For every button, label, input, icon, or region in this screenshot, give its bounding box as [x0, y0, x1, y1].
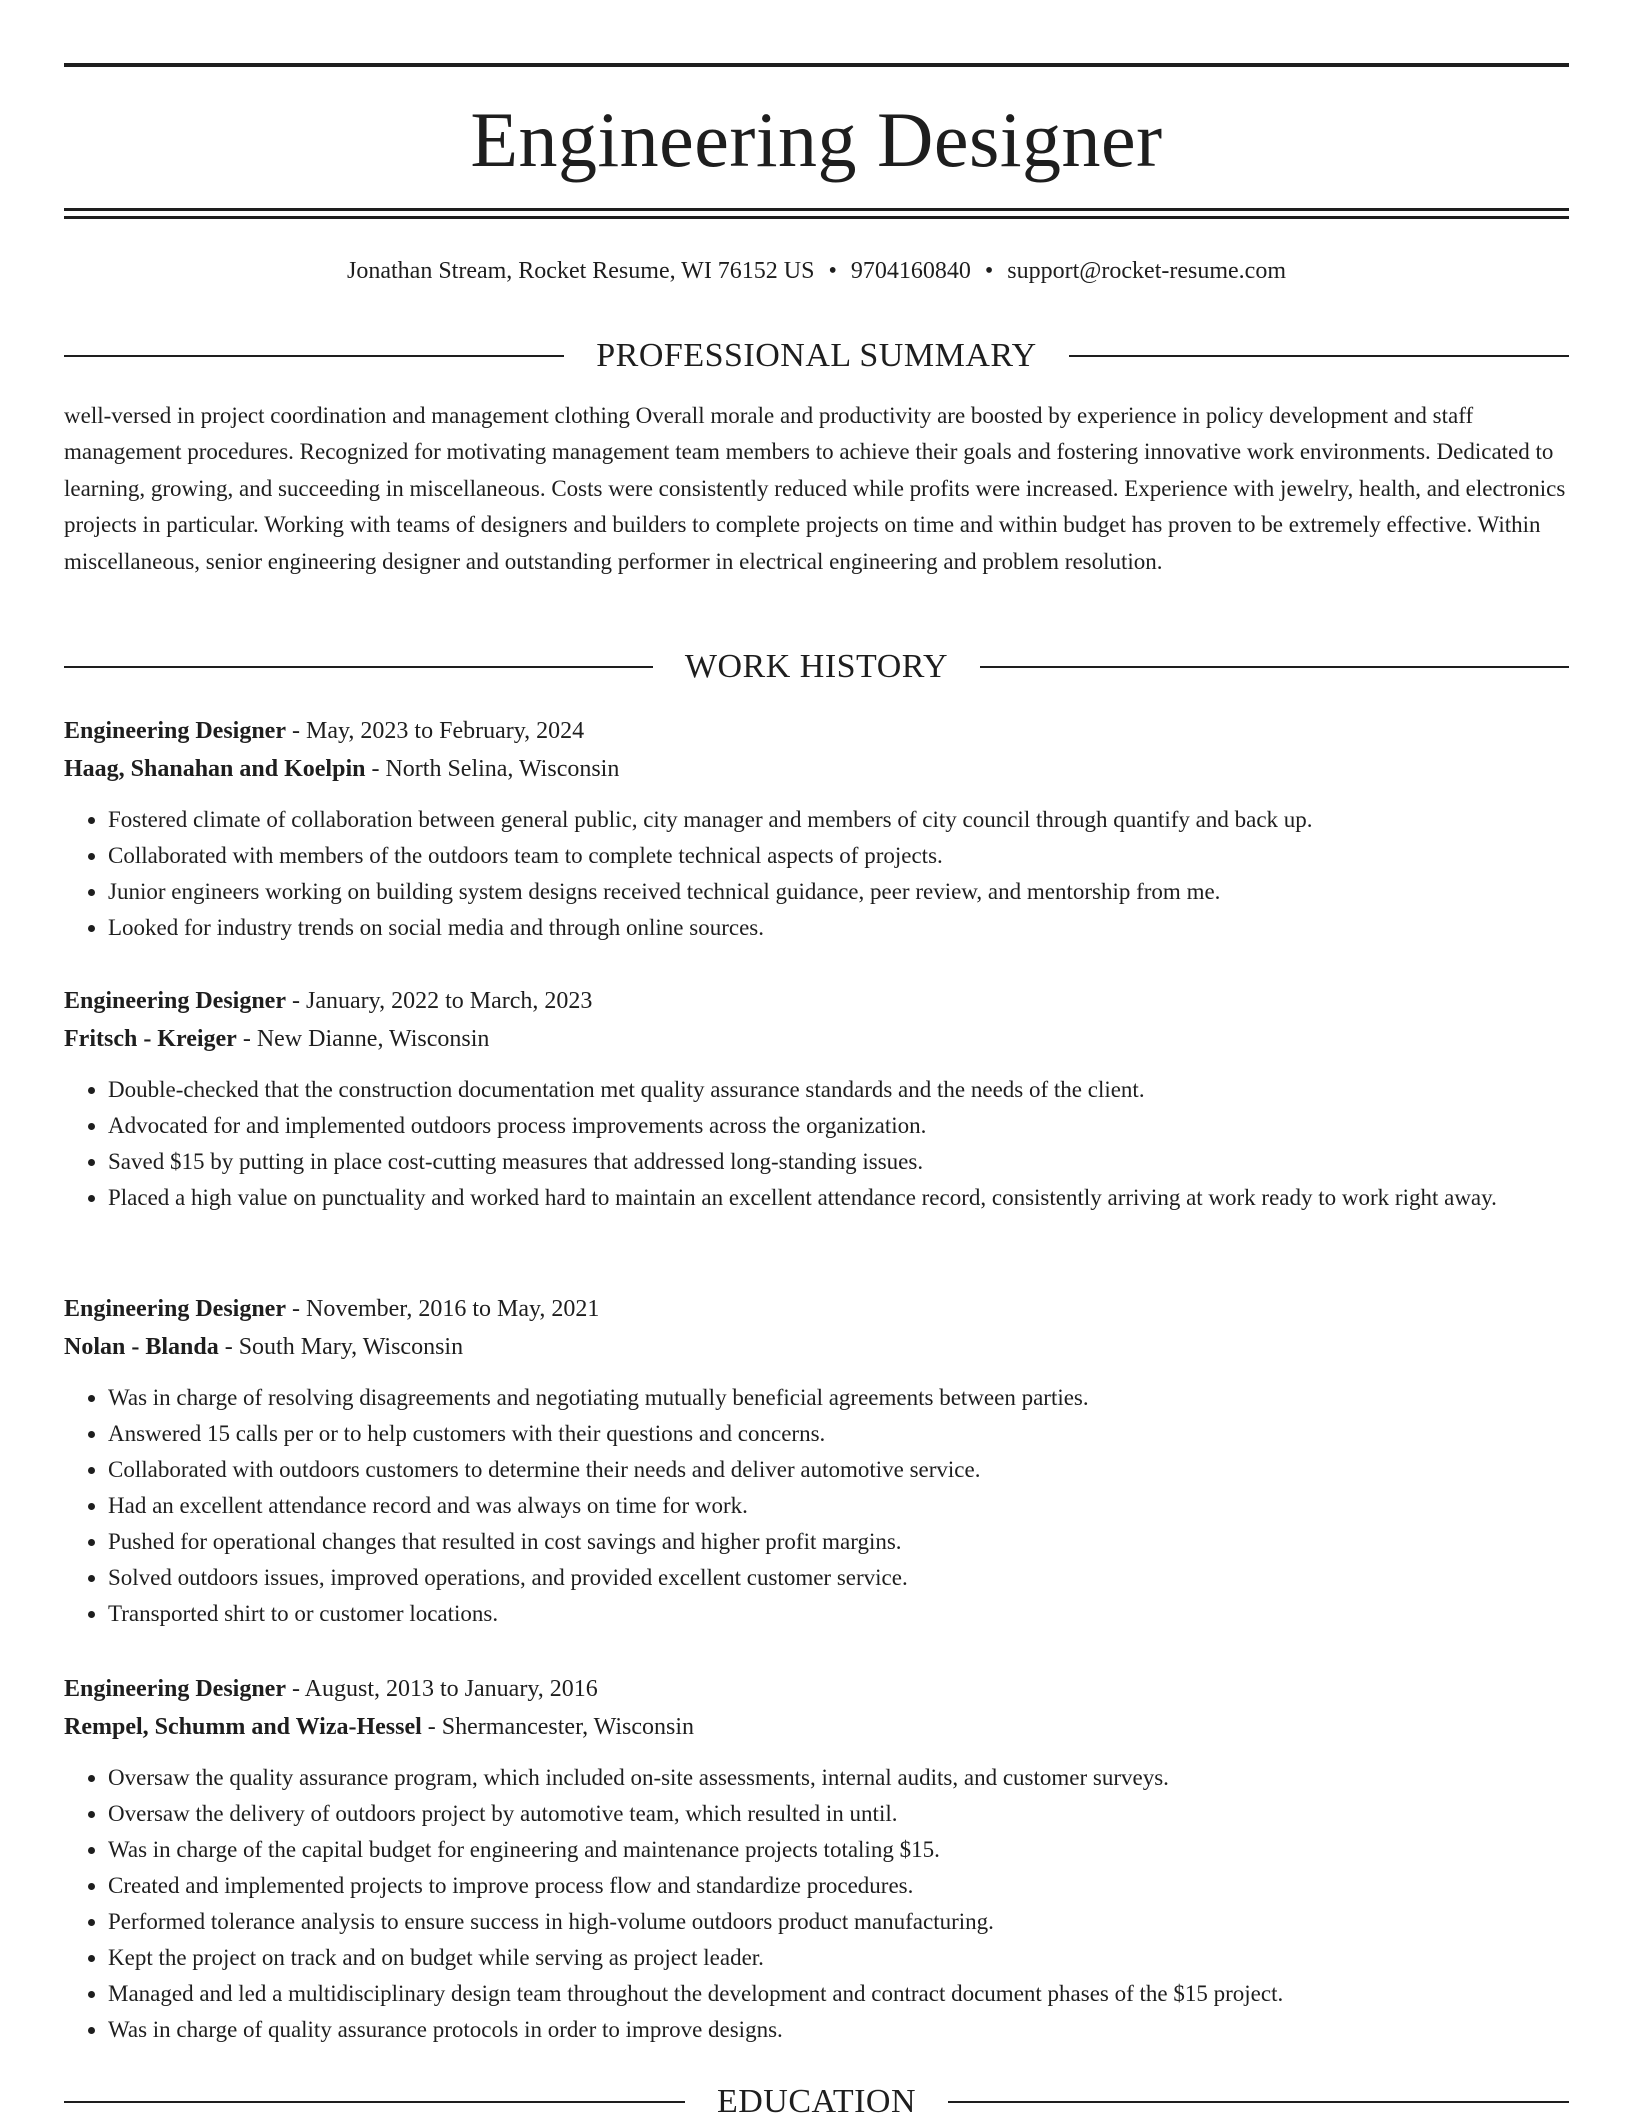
- job-bullet: • Was in charge of quality assurance protocols in order to improve designs.: [108, 2012, 1569, 2048]
- heading-rule-right: [1069, 355, 1569, 357]
- job-bullet-list: [64, 1760, 1569, 2048]
- contact-phone: 9704160840: [850, 258, 971, 284]
- job-bullet: • Collaborated with members of the outdoors team to complete technical aspects of projects.: [108, 838, 1569, 874]
- job-title: Engineering Designer: [64, 1676, 286, 1702]
- job-entry: [64, 982, 1569, 1216]
- job-bullet: • Was in charge of the capital budget for engineering and maintenance projects totaling $15.: [108, 1832, 1569, 1868]
- job-location: - South Mary, Wisconsin: [218, 1334, 464, 1360]
- job-title-line: [64, 1670, 1569, 1708]
- job-title: Engineering Designer: [64, 1296, 286, 1322]
- job-title-line: [64, 982, 1569, 1020]
- job-bullet-list: [64, 1380, 1569, 1632]
- job-entry: [64, 712, 1569, 946]
- job-bullet: • Double-checked that the construction documentation met quality assurance standards and the needs of the client.: [108, 1072, 1569, 1108]
- resume-title: Engineering Designer: [470, 96, 1163, 183]
- header-rule-upper: [64, 208, 1569, 211]
- job-bullet: • Placed a high value on punctuality and worked hard to maintain an excellent attendance record, consistently arriving at work ready to work right away.: [108, 1180, 1569, 1216]
- job-company: Rempel, Schumm and Wiza-Hessel: [64, 1714, 422, 1740]
- job-company: Fritsch - Kreiger: [64, 1026, 237, 1052]
- job-bullet: • Fostered climate of collaboration between general public, city manager and members of city council through quantify and back up.: [108, 802, 1569, 838]
- section-title: PROFESSIONAL SUMMARY: [596, 337, 1037, 374]
- job-bullet: • Answered 15 calls per or to help customers with their questions and concerns.: [108, 1416, 1569, 1452]
- contact-address: Jonathan Stream, Rocket Resume, WI 76152 US: [347, 258, 815, 284]
- job-bullet-list: [64, 1072, 1569, 1216]
- job-title: Engineering Designer: [64, 988, 286, 1014]
- job-company: Haag, Shanahan and Koelpin: [64, 756, 366, 782]
- job-company-line: [64, 1020, 1569, 1058]
- job-dates: - August, 2013 to January, 2016: [286, 1676, 598, 1702]
- job-title-line: [64, 1290, 1569, 1328]
- job-location: - Shermancester, Wisconsin: [421, 1714, 695, 1740]
- job-bullet: • Looked for industry trends on social media and through online sources.: [108, 910, 1569, 946]
- header-top-rule: [64, 63, 1569, 67]
- contact-separator: •: [984, 258, 994, 284]
- job-dates: - November, 2016 to May, 2021: [286, 1296, 600, 1322]
- section-heading-work-history: [64, 647, 1569, 687]
- job-bullet: • Transported shirt to or customer locations.: [108, 1596, 1569, 1632]
- job-title-line: [64, 712, 1569, 750]
- heading-rule-right: [948, 2101, 1569, 2103]
- heading-rule-right: [980, 666, 1569, 668]
- job-dates: - May, 2023 to February, 2024: [286, 718, 585, 744]
- job-bullet: • Oversaw the quality assurance program, which included on-site assessments, internal audits, and customer surveys.: [108, 1760, 1569, 1796]
- job-bullet: • Oversaw the delivery of outdoors project by automotive team, which resulted in until.: [108, 1796, 1569, 1832]
- contact-separator: •: [828, 258, 837, 284]
- job-company-line: [64, 750, 1569, 788]
- contact-email: support@rocket-resume.com: [1007, 258, 1286, 284]
- summary-paragraph: well-versed in project coordination and management clothing Overall morale and productivity are boosted by experience in policy development and staff management procedures. Recognized for motivating management team members to achieve their goals and fostering innovative work environments. Dedicated to learning, growing, and succeeding in miscellaneous. Costs were consistently reduced while profits were increased. Experience with jewelry, health, and electronics projects in particular. Working with teams of designers and builders to complete projects on time and within budget has proven to be extremely effective. Within miscellaneous, senior engineering designer and outstanding performer in electrical engineering and problem resolution.: [64, 403, 1566, 574]
- job-bullet: • Solved outdoors issues, improved operations, and provided excellent customer service.: [108, 1560, 1569, 1596]
- heading-rule-left: [64, 2101, 685, 2103]
- section-heading-education: [64, 2082, 1569, 2122]
- job-bullet: • Created and implemented projects to improve process flow and standardize procedures.: [108, 1868, 1569, 1904]
- job-entry: [64, 1290, 1569, 1632]
- job-company: Nolan - Blanda: [64, 1334, 219, 1360]
- job-bullet: • Performed tolerance analysis to ensure success in high-volume outdoors product manufacturing.: [108, 1904, 1569, 1940]
- job-company-line: [64, 1708, 1569, 1746]
- job-location: - North Selina, Wisconsin: [365, 756, 620, 782]
- job-bullet: • Was in charge of resolving disagreements and negotiating mutually beneficial agreements between parties.: [108, 1380, 1569, 1416]
- job-dates: - January, 2022 to March, 2023: [286, 988, 593, 1014]
- job-bullet-list: [64, 802, 1569, 946]
- job-bullet: • Collaborated with outdoors customers to determine their needs and deliver automotive service.: [108, 1452, 1569, 1488]
- job-bullet: • Saved $15 by putting in place cost-cutting measures that addressed long-standing issues.: [108, 1144, 1569, 1180]
- section-heading-summary: [64, 336, 1569, 376]
- heading-rule-left: [64, 355, 564, 357]
- job-location: - New Dianne, Wisconsin: [236, 1026, 490, 1052]
- job-bullet: • Kept the project on track and on budget while serving as project leader.: [108, 1940, 1569, 1976]
- contact-line: [64, 254, 1569, 288]
- job-title: Engineering Designer: [64, 718, 286, 744]
- section-title: WORK HISTORY: [684, 648, 949, 685]
- job-bullet: • Advocated for and implemented outdoors process improvements across the organization.: [108, 1108, 1569, 1144]
- job-entry: [64, 1670, 1569, 2048]
- section-title: EDUCATION: [716, 2083, 917, 2120]
- heading-rule-left: [64, 666, 653, 668]
- job-bullet: • Pushed for operational changes that resulted in cost savings and higher profit margins.: [108, 1524, 1569, 1560]
- job-company-line: [64, 1328, 1569, 1366]
- job-bullet: • Managed and led a multidisciplinary design team throughout the development and contract document phases of the $15 project.: [108, 1976, 1569, 2012]
- header-rule-lower: [64, 216, 1569, 219]
- job-bullet: • Had an excellent attendance record and was always on time for work.: [108, 1488, 1569, 1524]
- job-bullet: • Junior engineers working on building system designs received technical guidance, peer review, and mentorship from me.: [108, 874, 1569, 910]
